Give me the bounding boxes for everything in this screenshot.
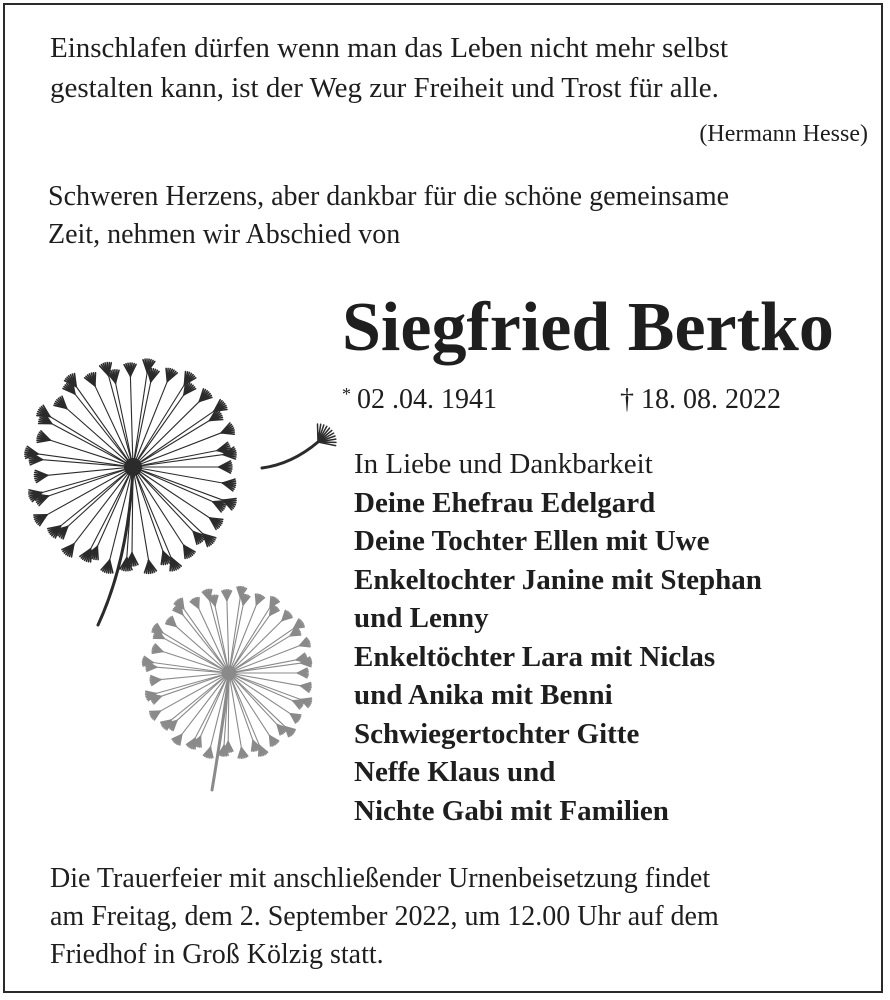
dandelion-large-icon: [25, 359, 236, 625]
mourner-line: Nichte Gabi mit Familien: [354, 794, 669, 827]
mourner-line: Deine Ehefrau Edelgard: [354, 486, 656, 519]
service-line-2: am Freitag, dem 2. September 2022, um 12.00 Uhr auf dem: [50, 901, 719, 932]
quote-line-1: Einschlafen dürfen wenn man das Leben nicht mehr selbst: [50, 32, 729, 64]
birth-date: 02 .04. 1941: [357, 384, 497, 415]
mourner-line: Neffe Klaus und: [354, 756, 556, 788]
death-cross-icon: †: [620, 384, 634, 415]
mourner-line: Deine Tochter Ellen mit Uwe: [354, 525, 710, 557]
quote-line-2: gestalten kann, ist der Weg zur Freiheit und Trost für alle.: [50, 72, 719, 104]
funeral-service-info: [50, 860, 865, 974]
birth-star-icon: *: [342, 384, 351, 404]
service-line-1: Die Trauerfeier mit anschließender Urnenbeisetzung findet: [50, 863, 711, 894]
mourner-line: Schwiegertochter Gitte: [354, 717, 640, 750]
deceased-name: Siegfried Bertko: [342, 289, 834, 366]
mourner-line: Enkeltochter Janine mit Stephan: [354, 563, 762, 596]
dandelion-small-icon: [143, 587, 312, 790]
mourners-list: [354, 445, 762, 830]
intro-line-1: Schweren Herzens, aber dankbar für die schöne gemeinsame: [48, 181, 730, 212]
death-date: 18. 08. 2022: [641, 384, 781, 415]
intro-line-2: Zeit, nehmen wir Abschied von: [48, 219, 401, 250]
quote-author: (Hermann Hesse): [699, 121, 868, 147]
mourner-line: Enkeltöchter Lara mit Niclas: [354, 640, 716, 673]
dandelion-seed-icon: [262, 424, 336, 468]
mourners-intro: In Liebe und Dankbarkeit: [354, 448, 653, 480]
mourner-line: und Lenny: [354, 602, 489, 634]
mourner-line: und Anika mit Benni: [354, 679, 613, 711]
service-line-3: Friedhof in Groß Kölzig statt.: [50, 939, 384, 970]
